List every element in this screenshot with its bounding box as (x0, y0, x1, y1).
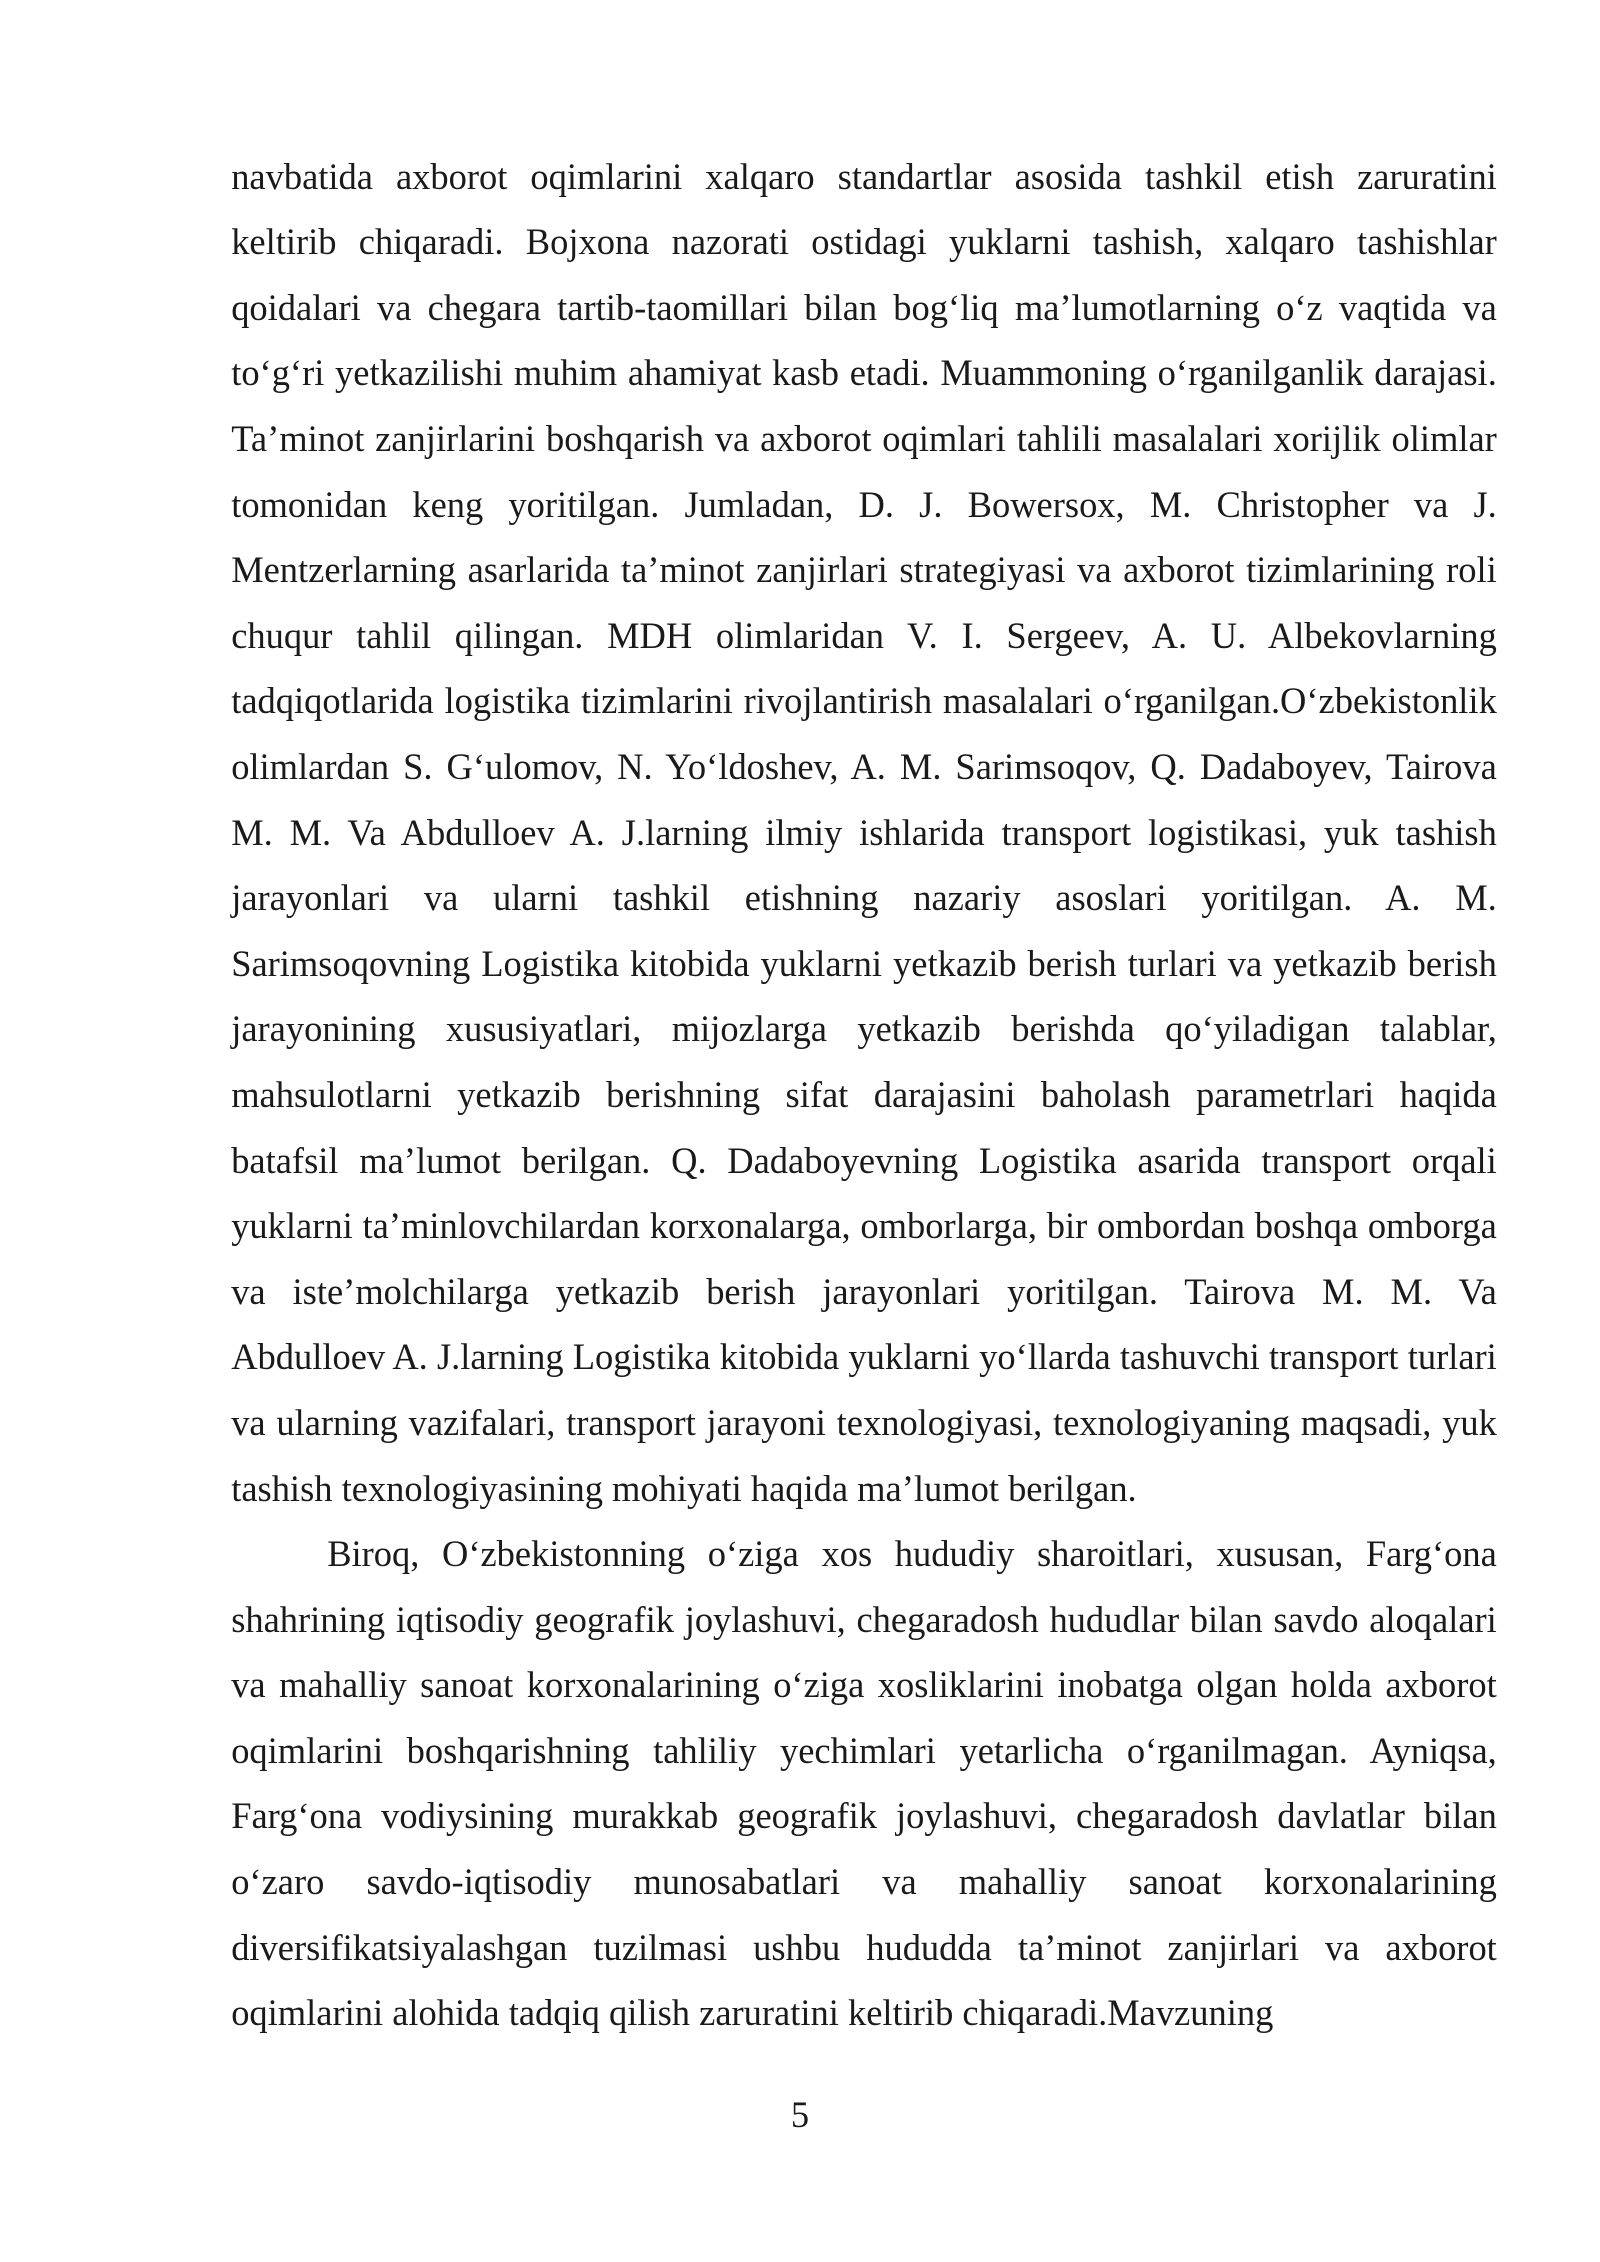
paragraph-1: navbatida axborot oqimlarini xalqaro standartlar asosida tashkil etish zaruratini keltirib chiqaradi. Bojxona nazorati ostidagi yuklarni tashish, xalqaro tashishlar qoidalari va chegara tartib-taomillari bilan bog‘liq ma’lumotlarning o‘z vaqtida va to‘g‘ri yetkazilishi muhim ahamiyat kasb etadi. Muammoning o‘rganilganlik darajasi. Ta’minot zanjirlarini boshqarish va axborot oqimlari tahlili masalalari xorijlik olimlar tomonidan keng yoritilgan. Jumladan, D. J. Bowersox, M. Christopher va J. Mentzerlarning asarlarida ta’minot zanjirlari strategiyasi va axborot tizimlarining roli chuqur tahlil qilingan. MDH olimlaridan V. I. Sergeev, A. U. Albekovlarning tadqiqotlarida logistika tizimlarini rivojlantirish masalalari o‘rganilgan.O‘zbekistonlik olimlardan S. G‘ulomov, N. Yo‘ldoshev, A. M. Sarimsoqov, Q. Dadaboyev, Tairova M. M. Va Abdulloev A. J.larning ilmiy ishlarida transport logistikasi, yuk tashish jarayonlari va ularni tashkil etishning nazariy asoslari yoritilgan. A. M. Sarimsoqovning Logistika kitobida yuklarni yetkazib berish turlari va yetkazib berish jarayonining xususiyatlari, mijozlarga yetkazib berishda qo‘yiladigan talablar, mahsulotlarni yetkazib berishning sifat darajasini baholash parametrlari haqida batafsil ma’lumot berilgan. Q. Dadaboyevning Logistika asarida transport orqali yuklarni ta’minlovchilardan korxonalarga, omborlarga, bir ombordan boshqa omborga va iste’molchilarga yetkazib berish jarayonlari yoritilgan. Tairova M. M. Va Abdulloev A. J.larning Logistika kitobida yuklarni yo‘llarda tashuvchi transport turlari va ularning vazifalari, transport jarayoni texnologiyasi, texnologiyaning maqsadi, yuk tashish texnologiyasining mohiyati haqida ma’lumot berilgan. (231, 155, 1497, 1509)
body-text (231, 144, 1497, 2046)
page-number: 5 (790, 2093, 810, 2135)
paragraph-2: Biroq, O‘zbekistonning o‘ziga xos hududiy sharoitlari, xususan, Farg‘ona shahrining iqtisodiy geografik joylashuvi, chegaradosh hududlar bilan savdo aloqalari va mahalliy sanoat korxonalarining o‘ziga xosliklarini inobatga olgan holda axborot oqimlarini boshqarishning tahliliy yechimlari yetarlicha o‘rganilmagan. Ayniqsa, Farg‘ona vodiysining murakkab geografik joylashuvi, chegaradosh davlatlar bilan o‘zaro savdo-iqtisodiy munosabatlari va mahalliy sanoat korxonalarining diversifikatsiyalashgan tuzilmasi ushbu hududda ta’minot zanjirlari va axborot oqimlarini alohida tadqiq qilish zaruratini keltirib chiqaradi.Mavzuning (231, 1533, 1497, 2034)
